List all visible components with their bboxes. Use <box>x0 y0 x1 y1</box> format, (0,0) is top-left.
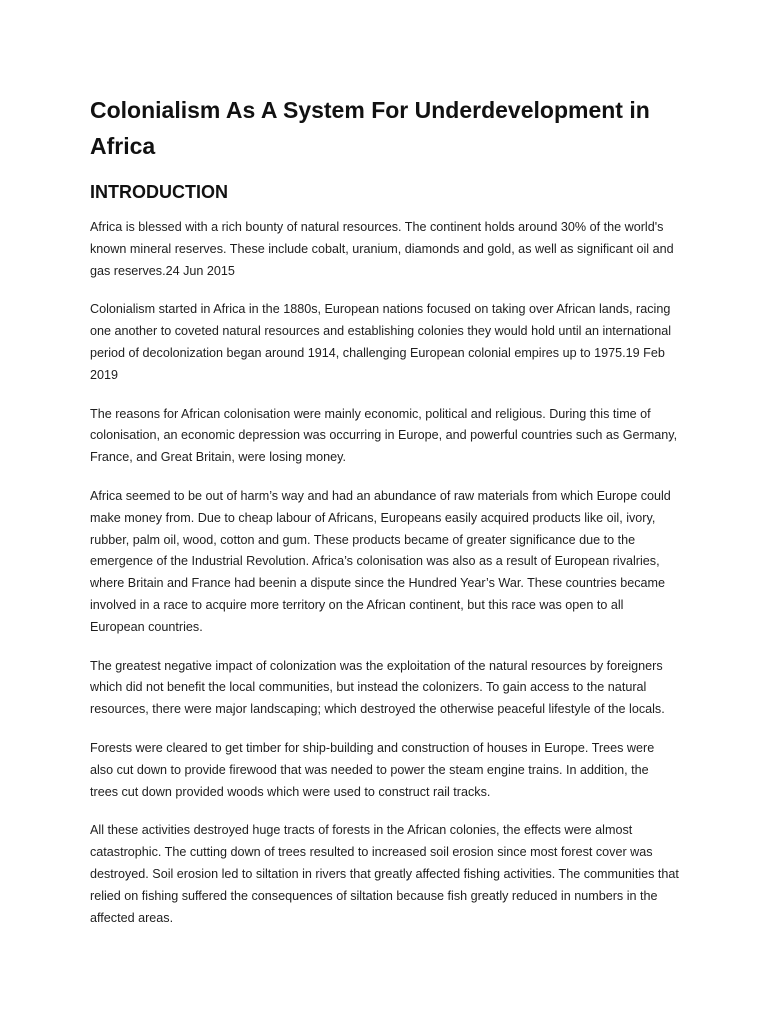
paragraph-3: The reasons for African colonisation were mainly economic, political and religious. During this time of colonisation, an economic depression was occurring in Europe, and powerful countries such as Germany, France, and Great Britain, were losing money. <box>90 406 678 465</box>
paragraph-6: Forests were cleared to get timber for ship-building and construction of houses in Europe. Trees were also cut down to provide firewood that was needed to power the steam engine trains. In addition, the trees cut down provided woods which were used to construct rail tracks. <box>90 740 655 799</box>
document-page <box>90 92 680 946</box>
paragraph-2: Colonialism started in Africa in the 1880s, European nations focused on taking over African lands, racing one another to coveted natural resources and establishing colonies they would hold until an international period of decolonization began around 1914, challenging European colonial empires up to 1975.19 Feb 2019 <box>90 302 672 382</box>
document-body <box>90 217 680 929</box>
paragraph-7: All these activities destroyed huge tracts of forests in the African colonies, the effects were almost catastrophic. The cutting down of trees resulted to increased soil erosion since most forest cover was destroyed. Soil erosion led to siltation in rivers that greatly affected fishing activities. The communities that relied on fishing suffered the consequences of siltation because fish greatly reduced in numbers in the affected areas. <box>90 823 679 925</box>
paragraph-4: Africa seemed to be out of harm’s way and had an abundance of raw materials from which Europe could make money from. Due to cheap labour of Africans, Europeans easily acquired products like oil, ivory, rubber, palm oil, wood, cotton and gum. These products became of greater significance due to the emergence of the Industrial Revolution. Africa’s colonisation was also as a result of European rivalries, where Britain and France had beenin a dispute since the Hundred Year’s War. These countries became involved in a race to acquire more territory on the African continent, but this race was open to all European countries. <box>90 488 671 634</box>
paragraph-1: Africa is blessed with a rich bounty of natural resources. The continent holds around 30% of the world's known mineral reserves. These include cobalt, uranium, diamonds and gold, as well as significant oil and gas reserves.24 Jun 2015 <box>90 220 674 278</box>
section-heading-introduction: INTRODUCTION <box>90 182 228 202</box>
paragraph-5: The greatest negative impact of colonization was the exploitation of the natural resources by foreigners which did not benefit the local communities, but instead the colonizers. To gain access to the natural resources, there were major landscaping; which destroyed the otherwise peaceful lifestyle of the locals. <box>90 658 665 717</box>
document-title: Colonialism As A System For Underdevelopment in Africa <box>90 97 650 159</box>
